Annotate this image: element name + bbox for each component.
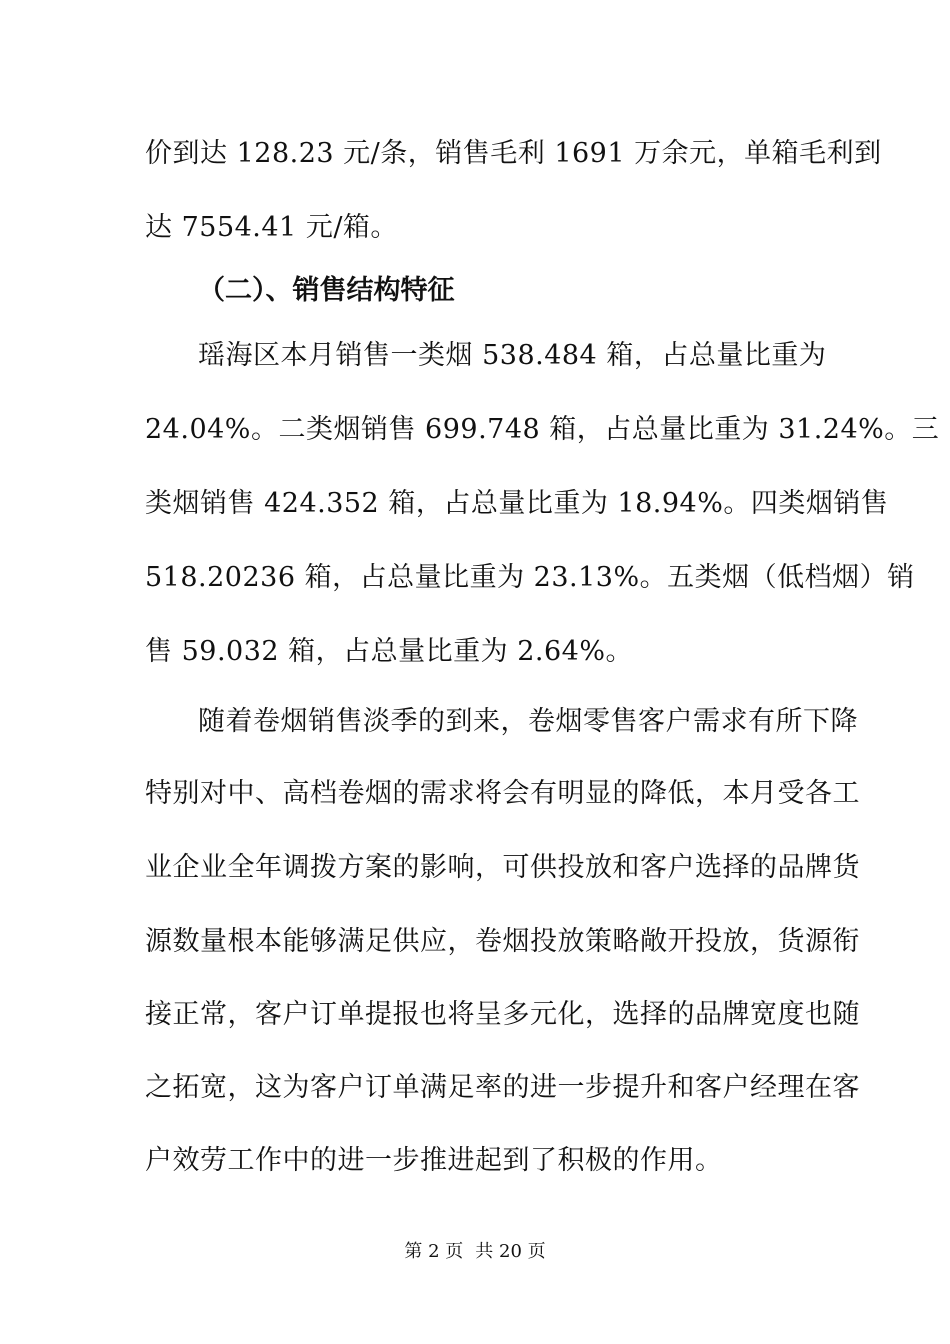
paragraph-line: 瑶海区本月销售一类烟 538.484 箱，占总量比重为	[198, 340, 827, 371]
page-total: 共 20 页	[475, 1241, 546, 1262]
page-footer	[0, 1240, 950, 1264]
page-number: 第 2 页	[404, 1241, 464, 1262]
paragraph-line: 达 7554.41 元/箱。	[145, 212, 398, 243]
paragraph-line: 随着卷烟销售淡季的到来，卷烟零售客户需求有所下降	[198, 706, 858, 737]
paragraph-line: 户效劳工作中的进一步推进起到了积极的作用。	[145, 1145, 723, 1176]
section-heading: （二）、销售结构特征	[198, 275, 455, 306]
paragraph-line: 特别对中、高档卷烟的需求将会有明显的降低，本月受各工	[145, 778, 860, 809]
paragraph-line: 源数量根本能够满足供应，卷烟投放策略敞开投放，货源衔	[145, 926, 860, 957]
paragraph-line: 518.20236 箱，占总量比重为 23.13%。五类烟（低档烟）销	[145, 562, 915, 593]
paragraph-line: 类烟销售 424.352 箱，占总量比重为 18.94%。四类烟销售	[145, 488, 889, 519]
paragraph-line: 24.04%。二类烟销售 699.748 箱，占总量比重为 31.24%。三	[145, 414, 940, 445]
paragraph-line: 业企业全年调拨方案的影响，可供投放和客户选择的品牌货	[145, 852, 860, 883]
paragraph-line: 之拓宽，这为客户订单满足率的进一步提升和客户经理在客	[145, 1072, 860, 1103]
paragraph-line: 售 59.032 箱，占总量比重为 2.64%。	[145, 636, 633, 667]
paragraph-line: 接正常，客户订单提报也将呈多元化，选择的品牌宽度也随	[145, 999, 860, 1030]
paragraph-line: 价到达 128.23 元/条，销售毛利 1691 万余元，单箱毛利到	[145, 138, 882, 169]
